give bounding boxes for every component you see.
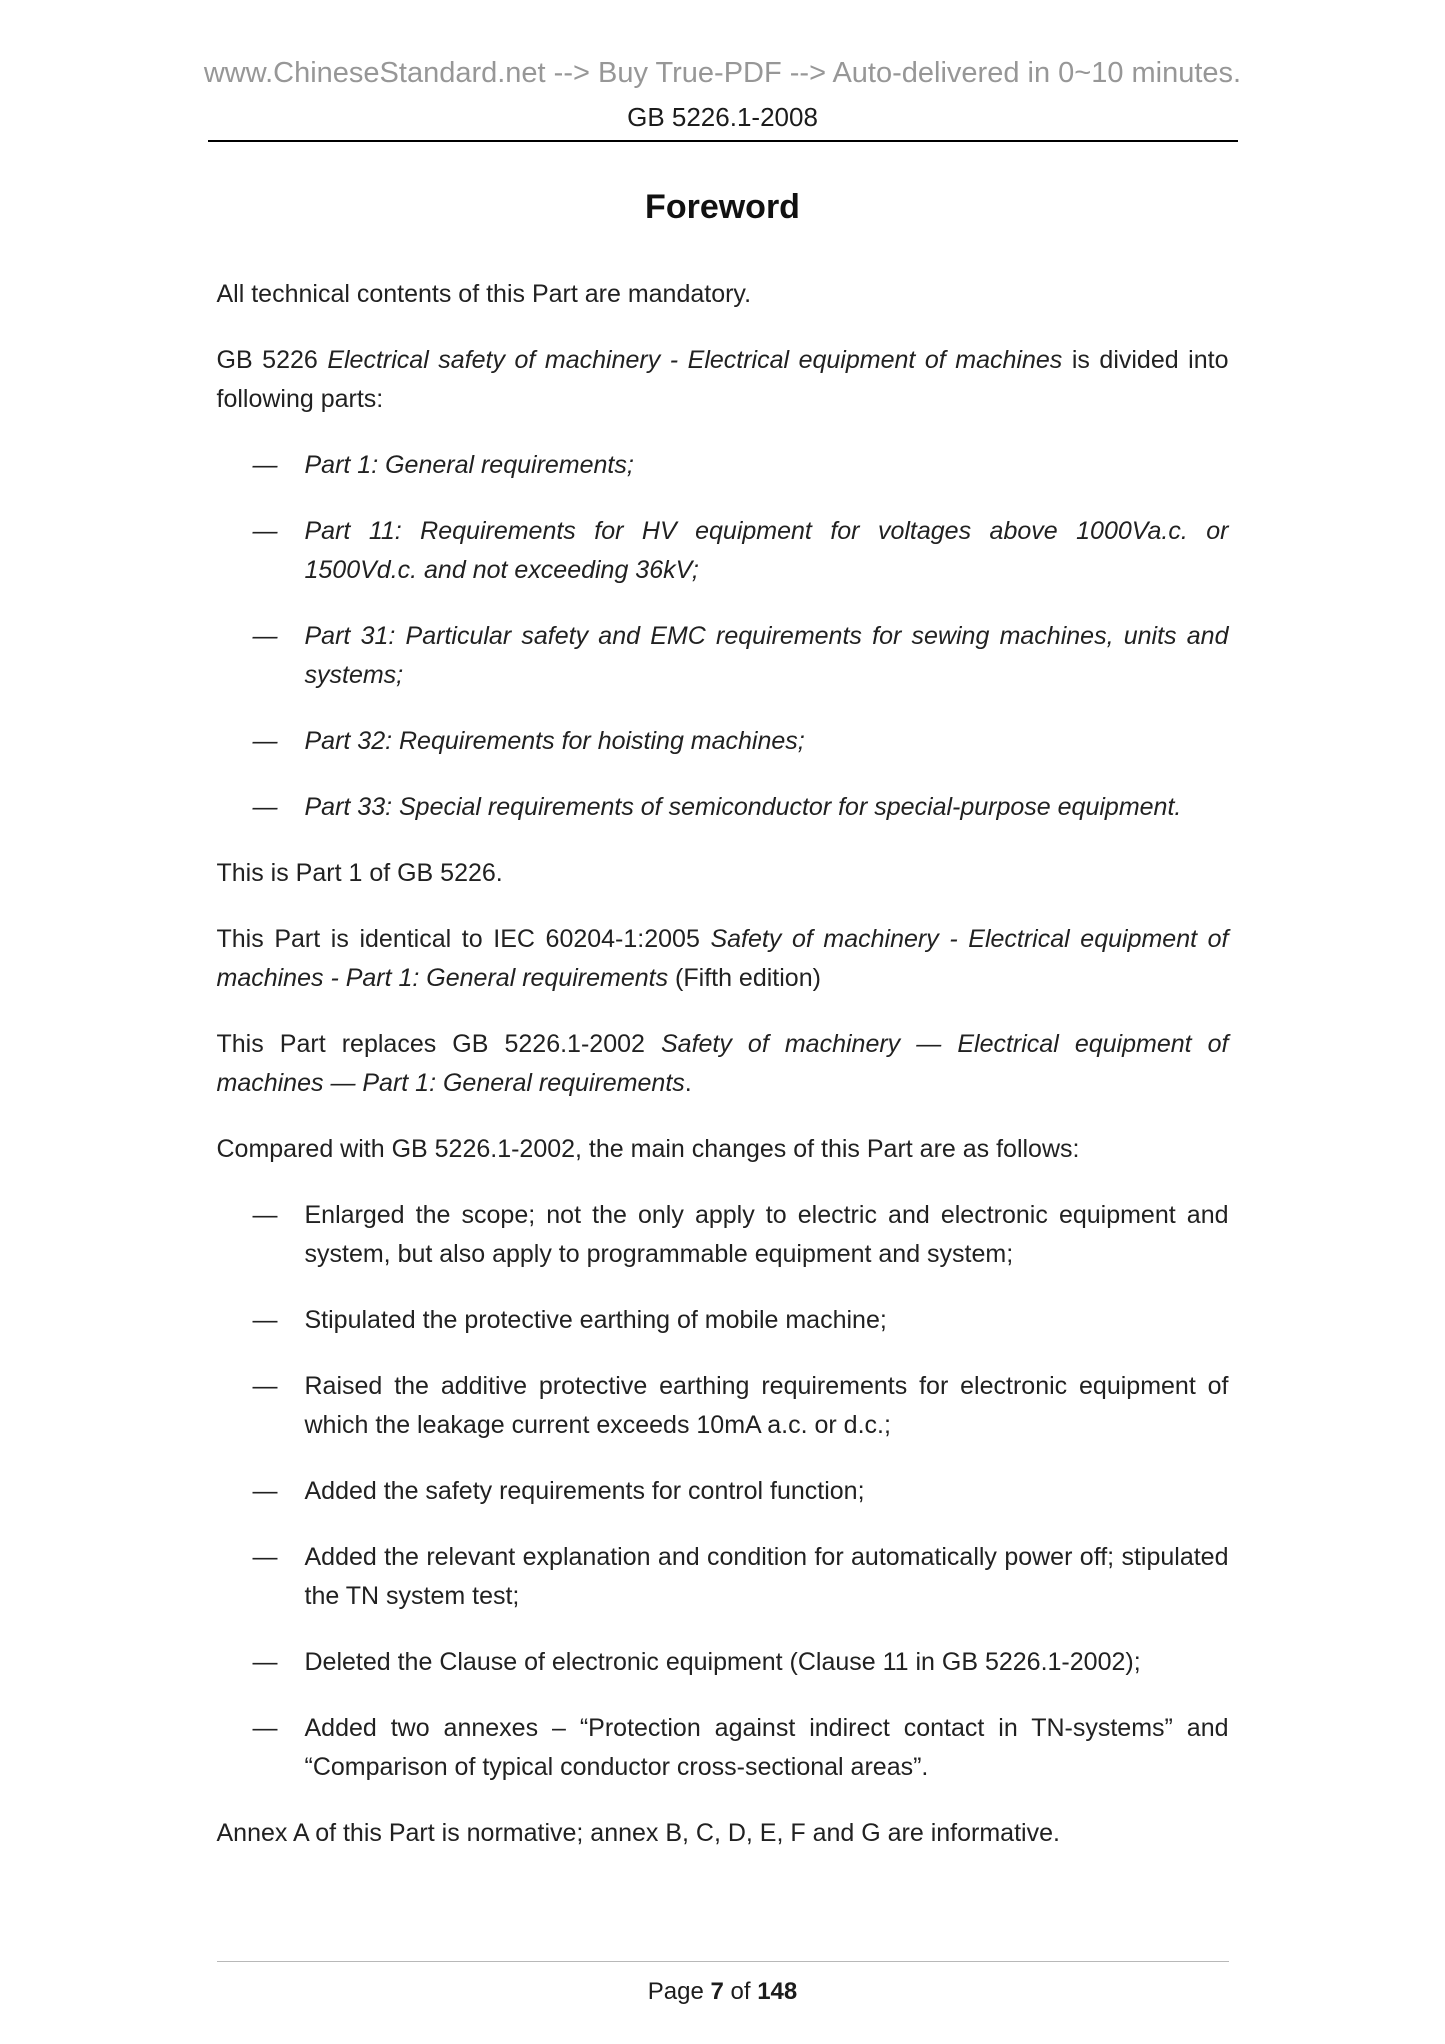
list-item	[217, 1196, 1229, 1274]
list-item	[217, 722, 1229, 761]
list-item-dash: —	[252, 1648, 278, 1676]
list-item-dash: —	[252, 1477, 278, 1505]
list-item-dash: —	[252, 1714, 278, 1742]
text-segment: Enlarged the scope; not the only apply to electric and electronic equipment and system, but also apply to programmable equipment and system;	[304, 1201, 1229, 1268]
page-footer	[217, 1961, 1229, 2044]
list-item-dash: —	[252, 517, 278, 545]
text-segment: Annex A of this Part is normative; annex B, C, D, E, F and G are informative.	[216, 1819, 1060, 1847]
document-body	[217, 275, 1229, 1853]
paragraph	[217, 854, 1229, 893]
text-segment: Stipulated the protective earthing of mobile machine;	[304, 1306, 887, 1334]
text-segment: Electrical safety of machinery - Electrical equipment of machines	[327, 346, 1063, 374]
list-item	[217, 446, 1229, 485]
list-item	[217, 1643, 1229, 1682]
paragraph	[217, 275, 1229, 314]
text-segment: Raised the additive protective earthing requirements for electronic equipment of which the leakage current exceeds 10mA a.c. or d.c.;	[304, 1372, 1229, 1439]
text-segment: This is Part 1 of GB 5226.	[216, 859, 503, 887]
list-item-text	[305, 788, 1229, 827]
list-item-dash: —	[252, 1306, 278, 1334]
list-item-text	[305, 512, 1229, 590]
text-segment: This Part replaces GB 5226.1-2002	[216, 1030, 661, 1058]
list-item-dash: —	[252, 1543, 278, 1571]
text-segment: Added two annexes – “Protection against indirect contact in TN-systems” and “Comparison of typical conductor cross-sectional areas”.	[304, 1714, 1229, 1781]
text-segment: Deleted the Clause of electronic equipment (Clause 11 in GB 5226.1-2002);	[304, 1648, 1141, 1676]
text-segment: GB 5226	[216, 346, 328, 374]
list-item-dash: —	[252, 727, 278, 755]
document-title: Foreword	[645, 188, 800, 226]
list-item-dash: —	[252, 1372, 278, 1400]
paragraph	[217, 341, 1229, 419]
text-segment: Part 11: Requirements for HV equipment for voltages above 1000Va.c. or 1500Vd.c. and not exceeding 36kV;	[304, 517, 1229, 584]
list-item-dash: —	[252, 451, 278, 479]
list-item	[217, 512, 1229, 590]
list-item	[217, 1472, 1229, 1511]
list-item	[217, 1538, 1229, 1616]
text-segment: Part 31: Particular safety and EMC requirements for sewing machines, units and systems;	[304, 622, 1229, 689]
list-item	[217, 1301, 1229, 1340]
footer-page-prefix: Page	[647, 1978, 711, 2005]
list-item-text	[305, 1709, 1229, 1787]
list-item-text	[305, 617, 1229, 695]
text-segment: This Part is identical to IEC 60204-1:2005	[216, 925, 711, 953]
text-segment: Safety of machinery — Electrical equipment of machines — Part 1: General requirements	[216, 1030, 1229, 1097]
text-segment: .	[684, 1069, 692, 1097]
paragraph	[217, 1025, 1229, 1103]
document-content	[217, 142, 1229, 1961]
text-segment: Added the safety requirements for control function;	[304, 1477, 865, 1505]
list-item	[217, 1709, 1229, 1787]
text-segment: Part 33: Special requirements of semiconductor for special-purpose equipment.	[304, 793, 1182, 821]
paragraph	[217, 920, 1229, 998]
list-item-text	[305, 1301, 1229, 1340]
footer-page-separator: of	[723, 1978, 758, 2005]
footer-page-number: 7	[710, 1978, 724, 2005]
list-item-dash: —	[252, 622, 278, 650]
promo-banner: www.ChineseStandard.net --> Buy True-PDF --> Auto-delivered in 0~10 minutes.	[203, 57, 1242, 89]
text-segment: Safety of machinery - Electrical equipment of machines - Part 1: General requirements	[216, 925, 1229, 992]
list-item-text	[305, 1367, 1229, 1445]
text-segment: Part 32: Requirements for hoisting machines;	[304, 727, 805, 755]
text-segment: Compared with GB 5226.1-2002, the main changes of this Part are as follows:	[216, 1135, 1080, 1163]
list-item-dash: —	[252, 793, 278, 821]
list-item	[217, 617, 1229, 695]
paragraph	[217, 1814, 1229, 1853]
text-segment: is divided into following parts:	[216, 346, 1229, 413]
list-item-text	[305, 1643, 1229, 1682]
list-item	[217, 1367, 1229, 1445]
text-segment: (Fifth edition)	[668, 964, 821, 992]
text-segment: All technical contents of this Part are mandatory.	[216, 280, 752, 308]
list-item-dash: —	[252, 1201, 278, 1229]
text-segment: Added the relevant explanation and condition for automatically power off; stipulated the TN system test;	[304, 1543, 1229, 1610]
footer-total-pages: 148	[757, 1978, 798, 2005]
list-item-text	[305, 722, 1229, 761]
list-item-text	[305, 446, 1229, 485]
list-item-text	[305, 1472, 1229, 1511]
doc-number: GB 5226.1-2008	[627, 102, 818, 132]
list-item-text	[305, 1196, 1229, 1274]
list-item	[217, 788, 1229, 827]
paragraph	[217, 1130, 1229, 1169]
list-item-text	[305, 1538, 1229, 1616]
text-segment: Part 1: General requirements;	[304, 451, 634, 479]
